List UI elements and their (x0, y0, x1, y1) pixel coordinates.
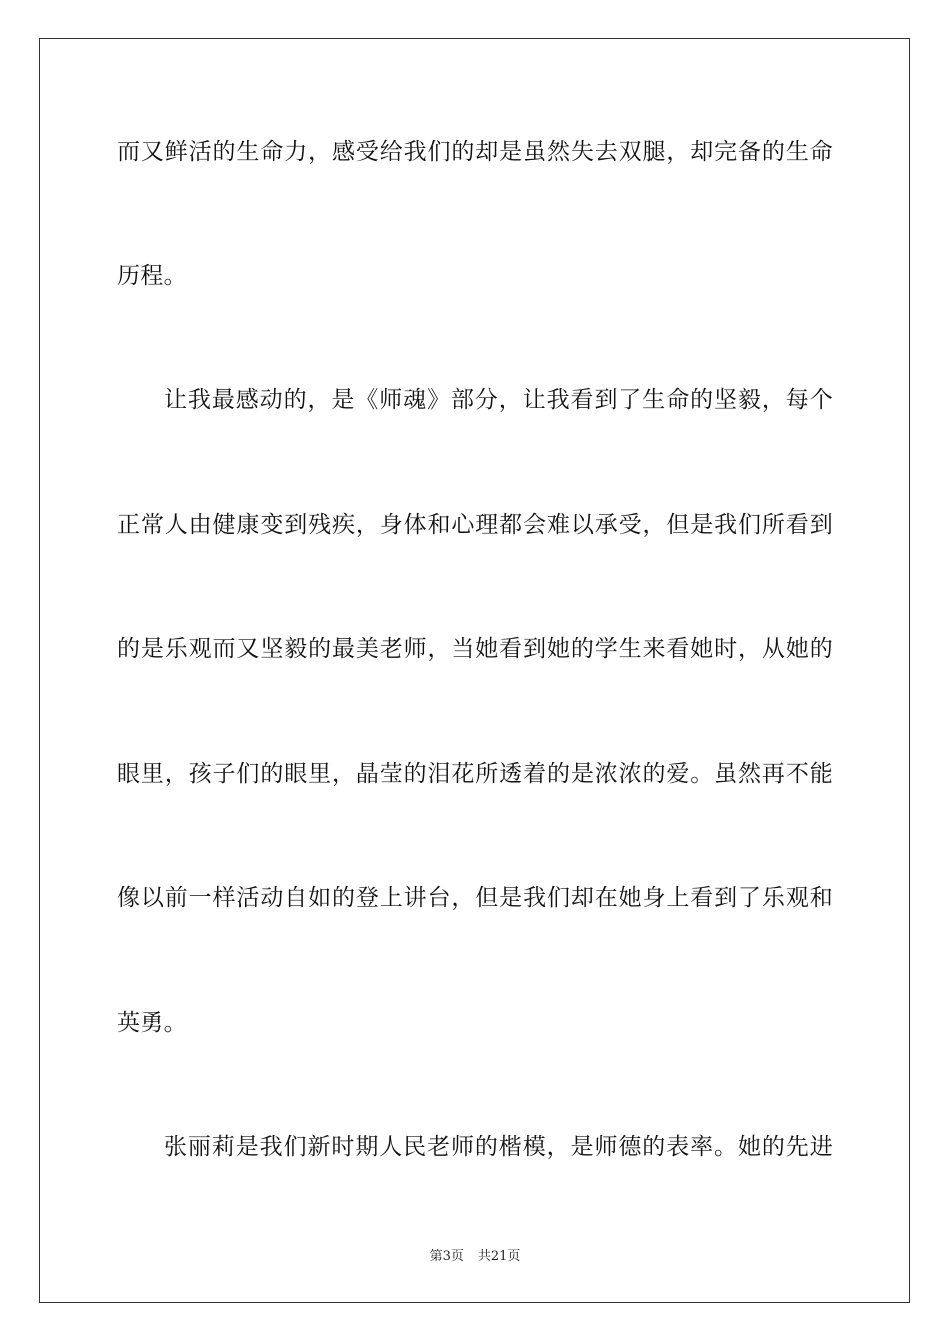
body-line-2: 历程。 (117, 263, 187, 289)
body-line-6: 眼里，孩子们的眼里，晶莹的泪花所透着的是浓浓的爱。虽然再不能 (117, 761, 833, 787)
page-footer (0, 1248, 950, 1266)
body-line-5: 的是乐观而又坚毅的最美老师，当她看到她的学生来看她时，从她的 (117, 636, 833, 662)
body-line-1: 而又鲜活的生命力，感受给我们的却是虽然失去双腿，却完备的生命 (117, 139, 833, 165)
body-line-3: 让我最感动的，是《师魂》部分，让我看到了生命的坚毅，每个 (164, 387, 833, 413)
body-line-8: 英勇。 (117, 1010, 187, 1036)
page-border (39, 38, 910, 1303)
body-line-4: 正常人由健康变到残疾，身体和心理都会难以承受，但是我们所看到 (117, 512, 833, 538)
page-number: 第3页 (429, 1249, 464, 1264)
body-line-9: 张丽莉是我们新时期人民老师的楷模，是师德的表率。她的先进 (164, 1134, 833, 1160)
page-total: 共21页 (477, 1249, 521, 1264)
body-line-7: 像以前一样活动自如的登上讲台，但是我们却在她身上看到了乐观和 (117, 885, 833, 911)
